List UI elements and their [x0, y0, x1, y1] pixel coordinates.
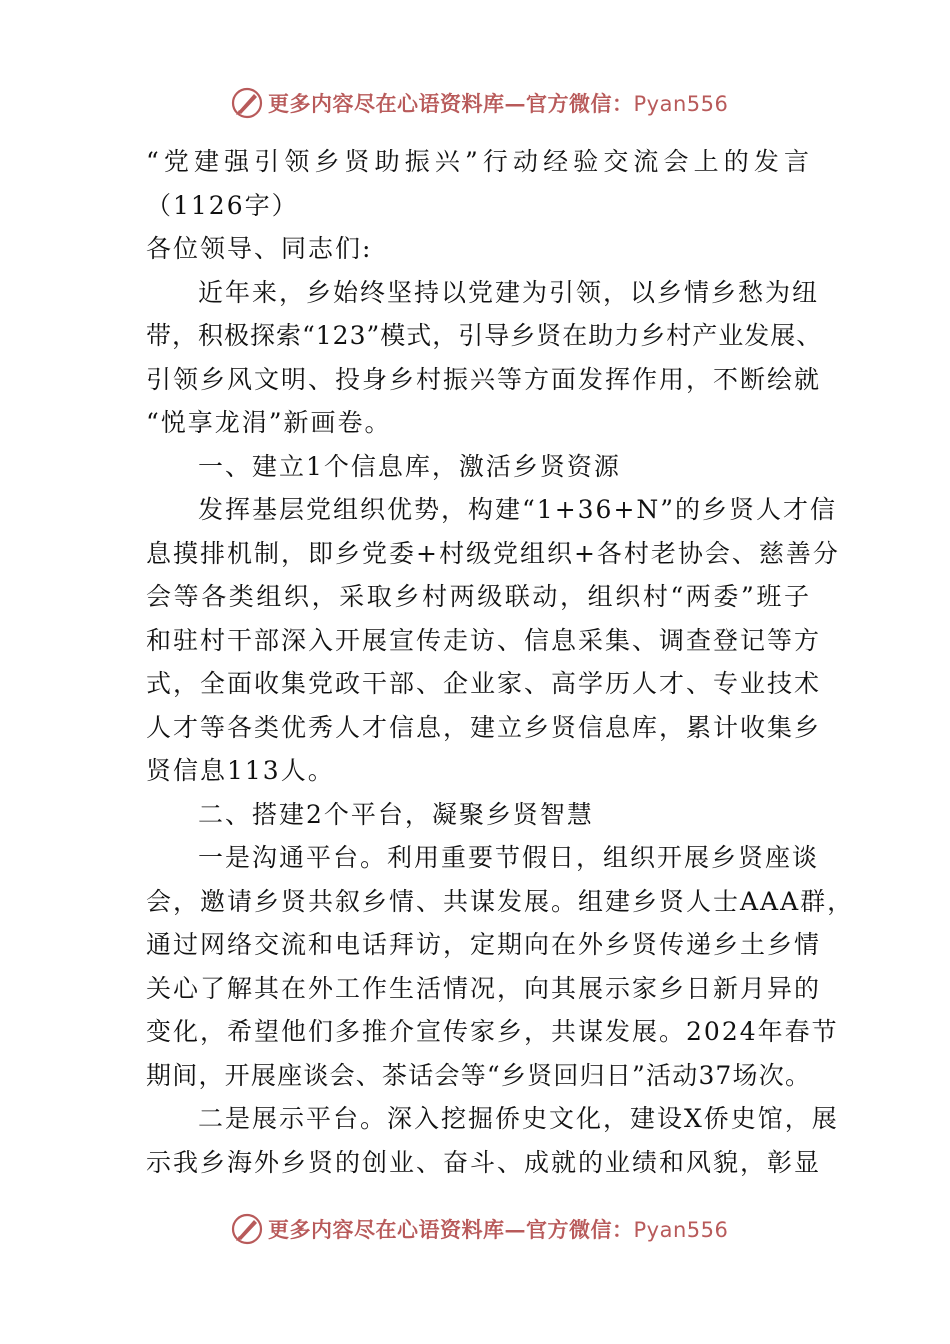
p1-line-2: 息摸排机制，即乡党委+村级党组织+各村老协会、慈善分 — [146, 538, 840, 568]
p2-line-4: 关心了解其在外工作生活情况，向其展示家乡日新月异的 — [146, 973, 822, 1003]
p2-line-2: 会，邀请乡贤共叙乡情、共谋发展。组建乡贤人士AAA群， — [146, 886, 855, 916]
title-line-2: （1126字） — [146, 190, 299, 220]
banner-text — [268, 88, 728, 118]
banner-wechat-id: Pyan556 — [633, 92, 729, 116]
banner-wechat-id: Pyan556 — [633, 1218, 729, 1242]
p2-line-5: 变化，希望他们多推介宣传家乡，共谋发展。2024年春节 — [146, 1017, 839, 1046]
p1-line-5: 式，全面收集党政干部、企业家、高学历人才、专业技术 — [146, 669, 822, 698]
p1-line-1: 发挥基层党组织优势，构建“1+36+N”的乡贤人才信 — [198, 495, 838, 524]
p1-line-7: 贤信息113人。 — [146, 756, 335, 785]
p2-line-6: 期间，开展座谈会、茶话会等“乡贤回归日”活动37场次。 — [146, 1060, 811, 1090]
intro-line-3: 引领乡风文明、投身乡村振兴等方面发挥作用，不断绘就 — [146, 364, 822, 394]
p2-line-1: 一是沟通平台。利用重要节假日，组织开展乡贤座谈 — [198, 843, 820, 872]
salutation: 各位领导、同志们: — [146, 234, 373, 263]
intro-line-2: 带，积极探索“123”模式，引导乡贤在助力乡村产业发展、 — [146, 321, 823, 350]
p1-line-4: 和驻村干部深入开展宣传走访、信息采集、调查登记等方 — [146, 625, 822, 655]
banner-text — [268, 1214, 728, 1244]
p1-line-6: 人才等各类优秀人才信息，建立乡贤信息库，累计收集乡 — [146, 712, 822, 742]
pen-logo-icon — [230, 1212, 264, 1246]
p3-line-1: 二是展示平台。深入挖掘侨史文化，建设X侨史馆，展 — [198, 1104, 839, 1133]
p2-line-3: 通过网络交流和电话拜访，定期向在外乡贤传递乡土乡情 — [146, 930, 822, 959]
p1-line-3: 会等各类组织，采取乡村两级联动，组织村“两委”班子 — [146, 582, 811, 611]
document-body — [146, 140, 855, 1184]
pen-logo-icon — [230, 86, 264, 120]
intro-line-4: “悦享龙涓”新画卷。 — [146, 408, 392, 437]
banner-text-cn: 更多内容尽在心语资料库—官方微信： — [268, 1217, 634, 1242]
heading-1: 一、建立1个信息库，激活乡贤资源 — [198, 451, 621, 481]
watermark-banner-bottom — [230, 1212, 750, 1246]
banner-text-cn: 更多内容尽在心语资料库—官方微信： — [268, 91, 634, 116]
watermark-banner-top — [230, 86, 750, 120]
p3-line-2: 示我乡海外乡贤的创业、奋斗、成就的业绩和风貌，彰显 — [146, 1147, 822, 1177]
heading-2: 二、搭建2个平台，凝聚乡贤智慧 — [198, 799, 594, 829]
intro-line-1: 近年来，乡始终坚持以党建为引领，以乡情乡愁为纽 — [198, 277, 820, 307]
title-line-1: “党建强引领乡贤助振兴”行动经验交流会上的发言 — [146, 147, 811, 176]
